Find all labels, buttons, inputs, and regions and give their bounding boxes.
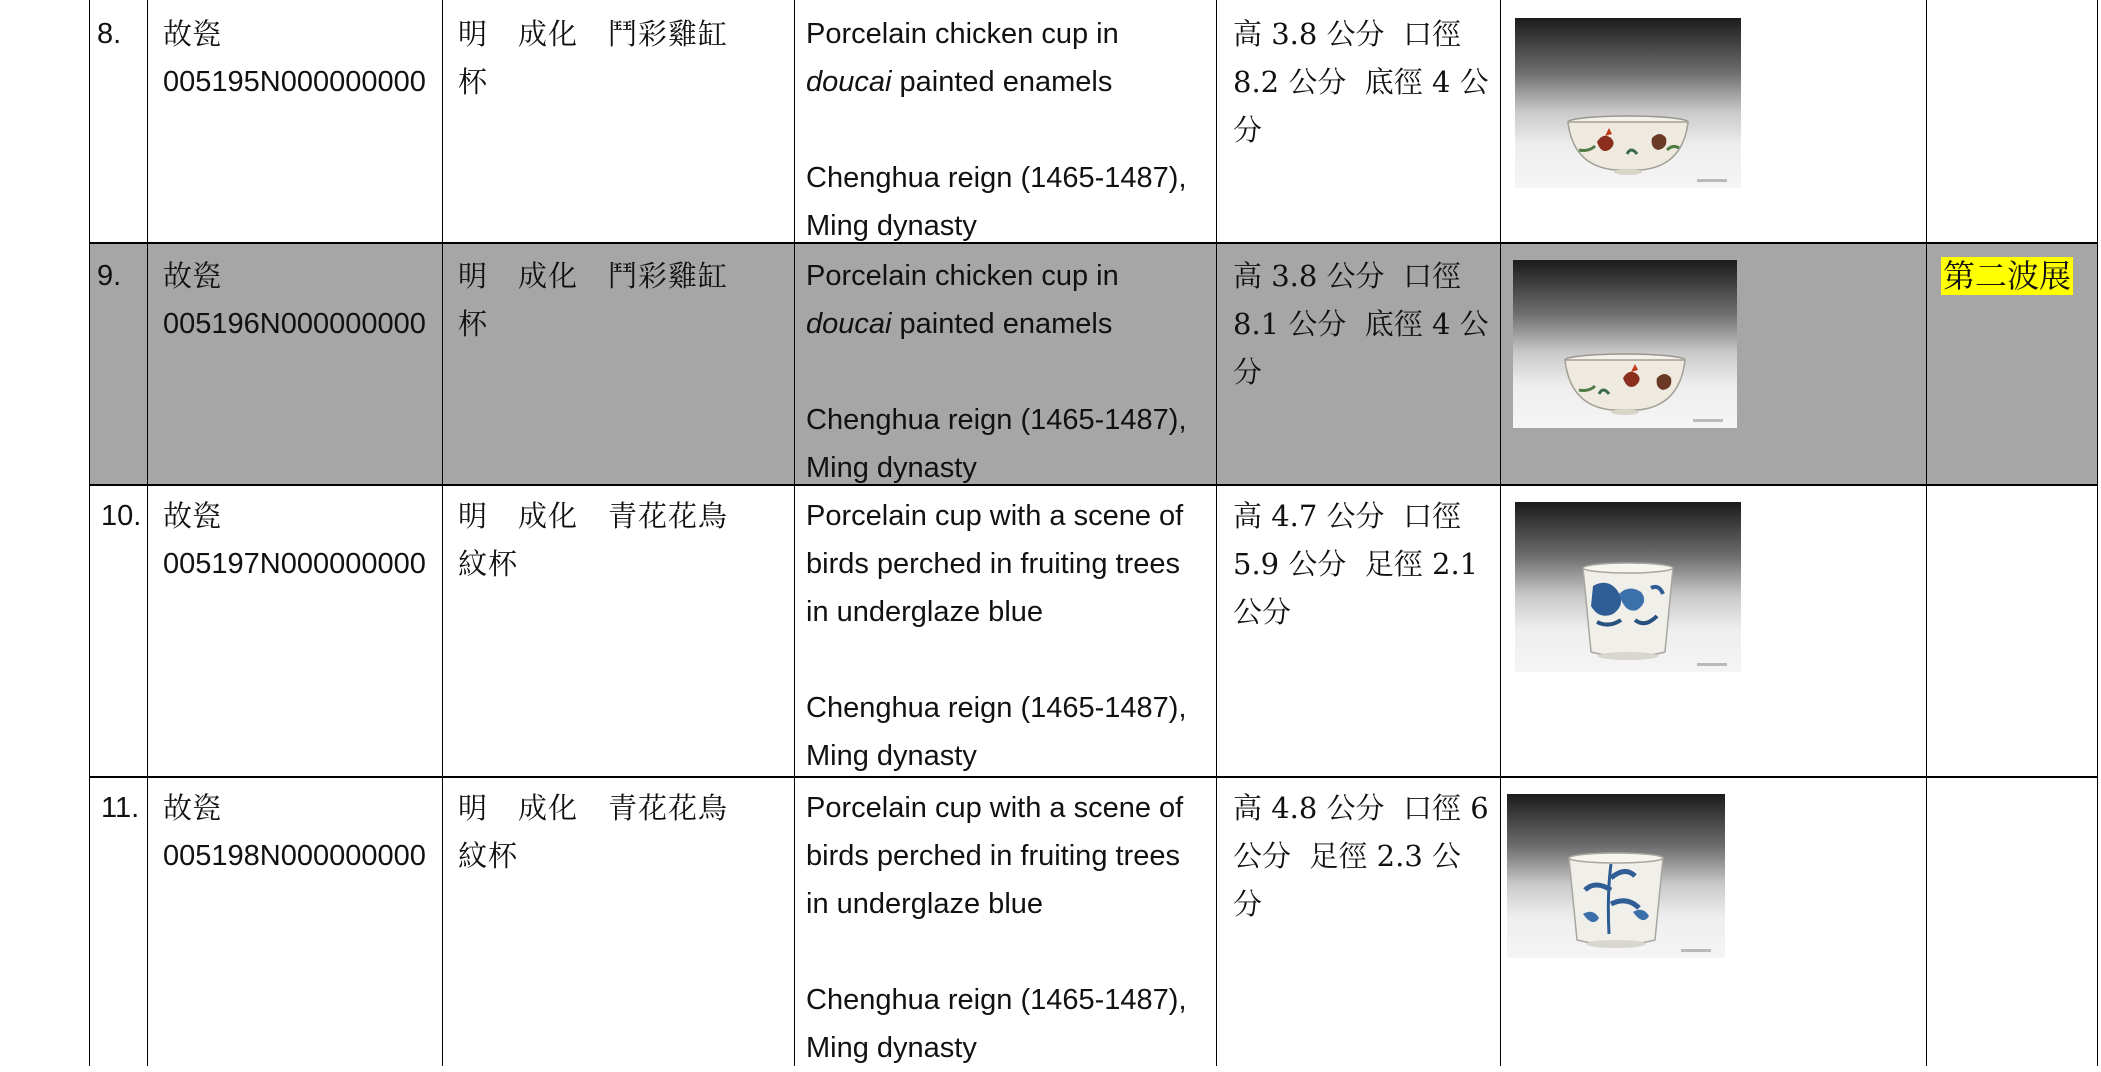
table-row <box>89 0 2098 242</box>
reign-line: Chenghua reign (1465-1487), <box>806 162 1187 194</box>
dynasty-line: Ming dynasty <box>806 452 977 484</box>
description-text: painted enamels <box>891 308 1113 340</box>
chinese-title-line: 明 成化 青花花鳥 <box>458 499 729 533</box>
table-row <box>89 244 2098 484</box>
dimension-line: 高 4.8 公分 口徑 6 <box>1233 791 1489 825</box>
dimension-line: 分 <box>1233 355 1263 389</box>
dimension-line: 高 3.8 公分 口徑 <box>1233 259 1461 293</box>
dimensions <box>1233 252 1508 396</box>
chinese-title-line: 明 成化 鬥彩雞缸 <box>458 259 729 293</box>
english-description <box>806 252 1211 492</box>
object-id-prefix: 故瓷 <box>163 791 222 825</box>
description-line: Porcelain chicken cup in <box>806 260 1119 292</box>
table-row <box>89 778 2098 1066</box>
description-line: birds perched in fruiting trees <box>806 548 1180 580</box>
reign-line: Chenghua reign (1465-1487), <box>806 984 1187 1016</box>
row-number: 11. <box>101 792 140 824</box>
column-divider <box>1500 0 1501 1066</box>
object-id-code: 005196N000000000 <box>163 308 426 340</box>
chinese-title-line: 明 成化 青花花鳥 <box>458 791 729 825</box>
museum-stamp-icon <box>1681 949 1711 952</box>
reign-line: Chenghua reign (1465-1487), <box>806 692 1187 724</box>
english-description <box>806 10 1211 250</box>
dimension-line: 公分 足徑 2.3 公 <box>1233 839 1461 873</box>
dimensions <box>1233 492 1508 636</box>
italic-term: doucai <box>806 308 892 340</box>
chicken-cup-doucai-photo <box>1515 18 1741 188</box>
dimension-line: 高 4.7 公分 口徑 <box>1233 499 1461 533</box>
object-id <box>163 10 453 106</box>
dimensions <box>1233 10 1508 154</box>
dimension-line: 5.9 公分 足徑 2.1 <box>1233 547 1479 581</box>
chinese-title-line: 明 成化 鬥彩雞缸 <box>458 17 729 51</box>
dimension-line: 高 3.8 公分 口徑 <box>1233 17 1461 51</box>
object-id <box>163 252 453 348</box>
chinese-title-line: 杯 <box>458 307 489 341</box>
description-line <box>806 300 1211 348</box>
english-description <box>806 784 1211 1072</box>
object-id-prefix: 故瓷 <box>163 259 222 293</box>
column-divider <box>2097 0 2098 1066</box>
row-number: 8. <box>97 18 122 50</box>
row-number: 9. <box>97 260 122 292</box>
object-id-prefix: 故瓷 <box>163 17 222 51</box>
description-text: painted enamels <box>891 66 1113 98</box>
dynasty-line: Ming dynasty <box>806 210 977 242</box>
object-id-prefix: 故瓷 <box>163 499 222 533</box>
table-row <box>89 486 2098 776</box>
blue-white-bird-cup-photo <box>1515 502 1741 672</box>
dimensions <box>1233 784 1508 928</box>
description-line: in underglaze blue <box>806 888 1044 920</box>
chinese-title-line: 紋杯 <box>458 839 519 873</box>
dynasty-line: Ming dynasty <box>806 740 977 772</box>
exhibition-note <box>1941 252 2091 302</box>
object-id-code: 005198N000000000 <box>163 840 426 872</box>
description-line: Porcelain chicken cup in <box>806 18 1119 50</box>
description-line: Porcelain cup with a scene of <box>806 792 1184 824</box>
museum-stamp-icon <box>1693 419 1723 422</box>
column-divider <box>442 0 443 1066</box>
row-number: 10. <box>101 500 142 532</box>
museum-stamp-icon <box>1697 663 1727 666</box>
description-line <box>806 58 1211 106</box>
object-id-code: 005197N000000000 <box>163 548 426 580</box>
column-divider <box>89 0 90 1066</box>
dynasty-line: Ming dynasty <box>806 1032 977 1064</box>
description-line: in underglaze blue <box>806 596 1044 628</box>
column-divider <box>794 0 795 1066</box>
exhibition-note-text: 第二波展 <box>1943 257 2072 295</box>
dimension-line: 8.1 公分 底徑 4 公 <box>1233 307 1489 341</box>
english-description <box>806 492 1211 780</box>
object-id <box>163 784 453 880</box>
dimension-line: 8.2 公分 底徑 4 公 <box>1233 65 1489 99</box>
object-id-code: 005195N000000000 <box>163 66 426 98</box>
column-divider <box>1216 0 1217 1066</box>
reign-line: Chenghua reign (1465-1487), <box>806 404 1187 436</box>
object-id <box>163 492 453 588</box>
chicken-cup-doucai-photo <box>1513 260 1737 428</box>
column-divider <box>147 0 148 1066</box>
description-line: birds perched in fruiting trees <box>806 840 1180 872</box>
italic-term: doucai <box>806 66 892 98</box>
museum-stamp-icon <box>1697 179 1727 182</box>
blue-white-bird-cup-photo <box>1507 794 1725 958</box>
chinese-title-line: 杯 <box>458 65 489 99</box>
column-divider <box>1926 0 1927 1066</box>
dimension-line: 分 <box>1233 887 1263 921</box>
dimension-line: 分 <box>1233 113 1263 147</box>
description-line: Porcelain cup with a scene of <box>806 500 1184 532</box>
dimension-line: 公分 <box>1233 595 1292 629</box>
chinese-title-line: 紋杯 <box>458 547 519 581</box>
